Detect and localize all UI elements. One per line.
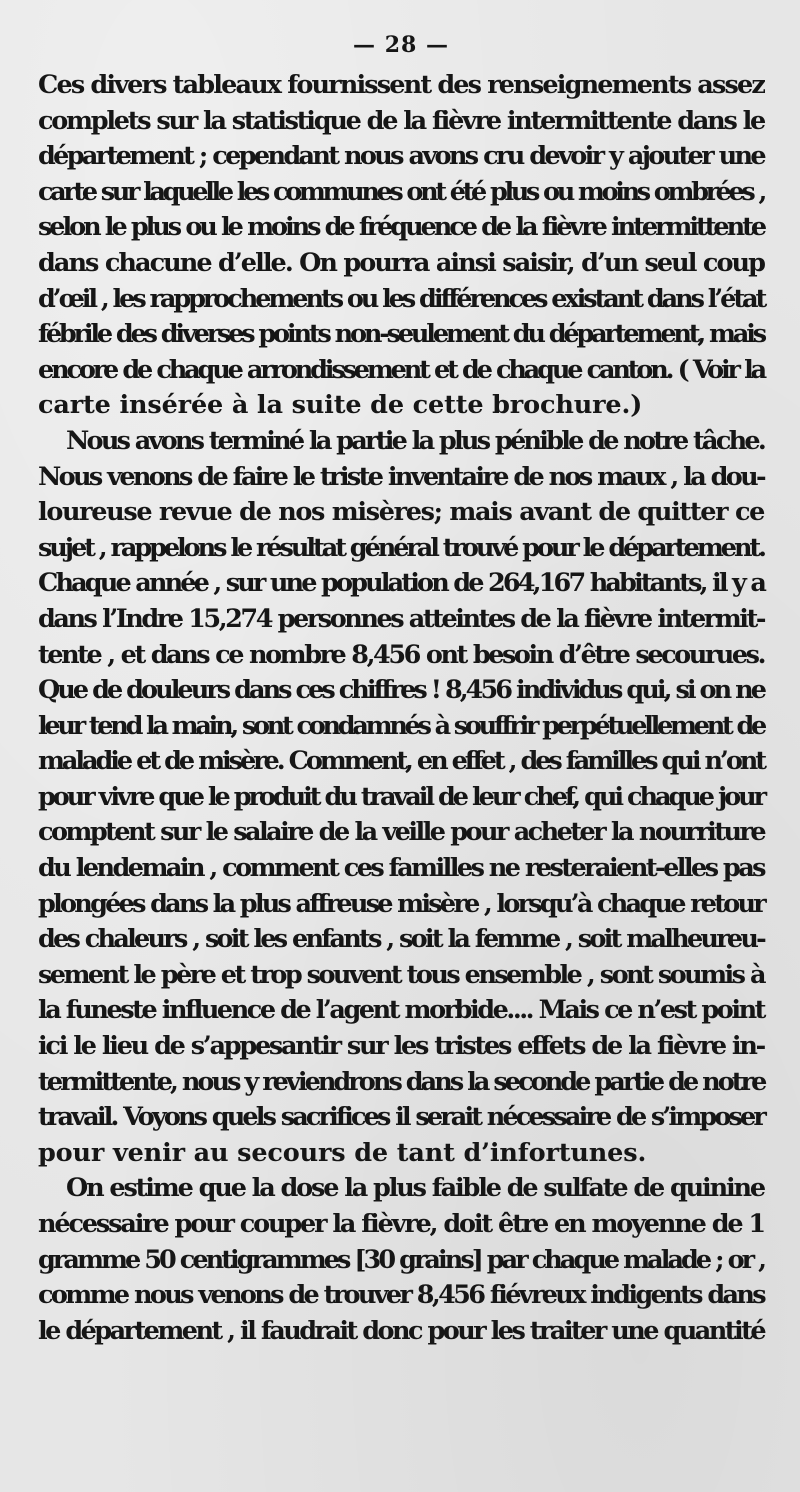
- text-line: leur tend la main, sont condamnés à souffrir perpétuellement de: [38, 710, 764, 741]
- text-line: le département , il faudrait donc pour les traiter une quantité: [38, 1315, 764, 1346]
- text-line: comptent sur le salaire de la veille pour acheter la nourriture: [38, 817, 764, 848]
- text-line: fébrile des diverses points non-seulement du département, mais: [38, 319, 764, 350]
- text-line: Chaque année , sur une population de 264,167 habitants, il y a: [38, 568, 764, 599]
- text-line: Nous venons de faire le triste inventaire de nos maux , la dou-: [38, 461, 764, 492]
- text-line: pour vivre que le produit du travail de leur chef, qui chaque jour: [38, 781, 764, 812]
- text-line: sement le père et trop souvent tous ensemble , sont soumis à: [38, 959, 764, 990]
- text-line: carte sur laquelle les communes ont été plus ou moins ombrées ,: [38, 176, 764, 207]
- text-line: pour venir au secours de tant d’infortunes.: [38, 1137, 647, 1168]
- text-line: complets sur la statistique de la fièvre intermittente dans le: [38, 105, 764, 136]
- text-line: comme nous venons de trouver 8,456 fiévreux indigents dans: [38, 1280, 764, 1311]
- text-line: termittente, nous y reviendrons dans la seconde partie de notre: [38, 1066, 765, 1097]
- text-line: On estime que la dose la plus faible de sulfate de quinine: [66, 1173, 764, 1204]
- text-line: plongées dans la plus affreuse misère , lorsqu’à chaque retour: [38, 888, 764, 919]
- text-line: dans chacune d’elle. On pourra ainsi saisir, d’un seul coup: [38, 247, 764, 278]
- paragraph-1: [38, 68, 764, 424]
- text-line: loureuse revue de nos misères; mais avant de quitter ce: [38, 497, 764, 528]
- text-line: ici le lieu de s’appesantir sur les tristes effets de la fièvre in-: [38, 1031, 764, 1062]
- paragraph-2: [38, 424, 764, 1171]
- text-line: dans l’Indre 15,274 personnes atteintes de la fièvre intermit-: [38, 603, 764, 634]
- text-line: selon le plus ou le moins de fréquence de la fièvre intermittente: [38, 212, 764, 243]
- text-line: d’œil , les rapprochements ou les différences existant dans l’état: [38, 283, 765, 314]
- text-line: Ces divers tableaux fournissent des renseignements assez: [38, 70, 764, 100]
- text-line: la funeste influence de l’agent morbide.... Mais ce n’est point: [38, 995, 764, 1026]
- text-line: carte insérée à la suite de cette brochure.): [38, 390, 643, 421]
- text-line: nécessaire pour couper la fièvre, doit être en moyenne de 1: [38, 1209, 764, 1239]
- text-line: Nous avons terminé la partie la plus pénible de notre tâche.: [66, 425, 764, 456]
- paragraph-3: [38, 1171, 764, 1349]
- text-line: encore de chaque arrondissement et de chaque canton. ( Voir la: [38, 354, 764, 385]
- text-line: département ; cependant nous avons cru devoir y ajouter une: [38, 141, 764, 172]
- text-line: gramme 50 centigrammes [30 grains] par chaque malade ; or ,: [38, 1244, 764, 1275]
- text-line: tente , et dans ce nombre 8,456 ont besoin d’être secourues.: [38, 639, 764, 670]
- text-line: Que de douleurs dans ces chiffres ! 8,456 individus qui, si on ne: [38, 675, 764, 706]
- page-number: — 28 —: [353, 32, 449, 58]
- text-line: des chaleurs , soit les enfants , soit la femme , soit malheureu-: [38, 924, 764, 955]
- text-line: travail. Voyons quels sacrifices il serait nécessaire de s’imposer: [38, 1102, 764, 1133]
- text-line: du lendemain , comment ces familles ne resteraient-elles pas: [38, 853, 764, 884]
- text-line: sujet , rappelons le résultat général trouvé pour le département.: [38, 532, 764, 563]
- text-line: maladie et de misère. Comment, en effet , des familles qui n’ont: [38, 746, 764, 777]
